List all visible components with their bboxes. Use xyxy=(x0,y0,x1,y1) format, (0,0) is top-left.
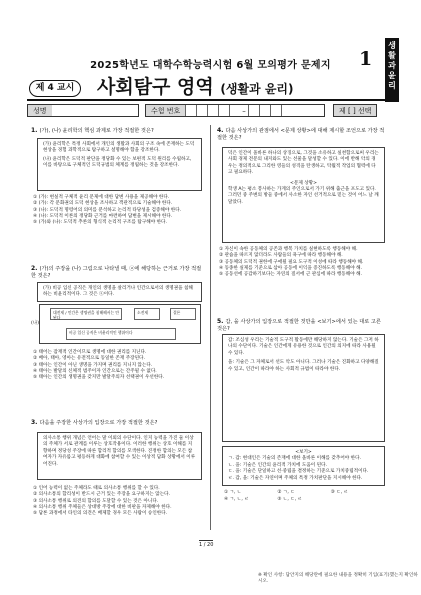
answer-option[interactable]: ① 인어 능력이 없는 주체라도 때로 의사소통 행위를 할 수 있다. xyxy=(33,486,160,491)
syllogism-diagram xyxy=(31,304,201,344)
identity-row xyxy=(27,104,389,117)
passage-na: (나) 윤리학은 도덕적 판단을 정당화 수 있는 보편적 도덕 원리를 수립하고, 이를 바탕으로 구체적인 도덕규범의 체계를 정립하는 것을 강조한다. xyxy=(43,156,192,169)
exam-title: 2025학년도 대학수학능력시험 6월 모의평가 문제지 xyxy=(90,60,331,71)
footer-note: ※ 확인 사항: 답안지의 해당란에 필요한 내용을 정확히 기입(표기)했는지 확인하시오. xyxy=(258,573,418,584)
answer-option[interactable]: ④ ㄱ, ㄴ, ㄹ xyxy=(224,497,249,502)
answer-option[interactable]: ① 태어는 잠재적 인간이므로 생명에 대한 권리를 지닌다. xyxy=(33,350,147,355)
answer-option[interactable]: ① 자신이 속한 공동체의 공존과 행복 가치를 실현하도록 행동해야 해. xyxy=(219,247,358,252)
question-1-options xyxy=(33,195,205,226)
bogi-item: ㄱ. 갑: 현대인은 기술의 존재에 대한 올바른 이해를 갖추어야 한다. xyxy=(228,456,361,462)
answer-option[interactable]: ③ (나): 도덕적 명령어의 의미를 분석하고 논리적 타당성을 검증해야 한다. xyxy=(33,207,182,213)
exam-number-label: 수험 번호 xyxy=(146,105,185,116)
diagram-major-premise: 대전제 / 인간은 생명권을 침해해서는 안 된다 xyxy=(50,308,122,320)
session-badge: 제 4 교시 xyxy=(29,80,81,97)
question-3-stem xyxy=(31,419,205,427)
question-4-options xyxy=(219,247,387,278)
bogi-item: ㄴ. 을: 기술은 인간의 윤리적 가치에 도움이 된다. xyxy=(228,462,328,468)
answer-option[interactable]: ④ (나): 도덕적 이론의 정당화 근거를 마련하여 답변을 제시해야 한다. xyxy=(33,213,173,219)
question-1-stem xyxy=(31,127,205,135)
answer-option[interactable]: ⑤ (가)와 (나): 도덕적 추론의 형식적 논리적 구조를 탐구해야 한다. xyxy=(33,220,167,226)
exam-digit-box[interactable] xyxy=(185,105,196,116)
question-number: 5. xyxy=(217,318,224,325)
diagram-minor-premise: 소전제 xyxy=(134,308,160,320)
question-number: 1. xyxy=(31,127,38,134)
bogi-item: ㄹ. 갑, 을: 기술은 자연이며 주체의 특정 가치판단을 지시해야 한다. xyxy=(228,475,363,481)
question-number: 2. xyxy=(31,265,38,272)
exam-digit-box[interactable] xyxy=(259,105,270,116)
subject-name: 사회탐구 영역 xyxy=(97,76,214,98)
page-number: 1 xyxy=(359,48,373,70)
answer-option[interactable]: ⑤ 담론 과정에서 타인의 의견은 배제할 경우 모든 사람이 승인한다. xyxy=(33,511,168,517)
diagram-label-na: (나) xyxy=(31,321,40,326)
question-text: (가), (나) 윤리학의 핵심 과제로 가장 적절한 것은? xyxy=(39,128,154,134)
diagram-bottom-box: 비공 입신 공직은 비윤리적인 행위이다 xyxy=(66,328,176,340)
exam-number-dash: – xyxy=(242,106,246,115)
answer-option[interactable]: ① ㄱ, ㄴ xyxy=(224,490,242,495)
passage-ga: (가) 비공 입신 공직은 개인의 생명을 살리거나 인간으로서의 생명권을 침해하는 비윤리적이다. 그 것은 ⓐ이다. xyxy=(43,286,193,298)
question-text: 다음 사상가의 관점에서 <문제 상황>에 대해 제시할 조언으로 가장 적절한 것은? xyxy=(217,128,385,141)
question-1-passage-box xyxy=(37,138,202,191)
name-cell xyxy=(27,104,139,117)
exam-digit-box[interactable] xyxy=(218,105,229,116)
answer-option[interactable]: ③ 의사소통 행위로 의견의 합의를 도달할 수 있는 것은 아니다. xyxy=(33,498,159,504)
question-text: 다음을 주장한 사상가의 입장으로 가장 적절한 것은? xyxy=(39,420,158,426)
subject-subtitle: (생활과 윤리) xyxy=(220,82,294,96)
passage-gap: 갑: 조심성 우리는 기술적 도구적 활동에만 해당하지 않는다. 기술은 그저 하나의 수단이다. 기술은 인간에게 유용한 것으로 인간의 의지에 따라 사용될 수 있다. xyxy=(228,338,379,356)
passage: 의사소통 행위 개념은 언어는 말 이외의 수단이다. 인지 능력을 가진 둘 이상의 주체가 서로 관계를 이루는 상호작용이다. 이러한 행위는 상호 이해를 지향하며 정당성 주장에 따른 합리적 합의를 모색한다. 진정한 합의는 모든 참여자가 자유롭고 평등하게 대화에 참여할 수 있는 이상적 담화 상황에서 이루어진다. xyxy=(43,436,196,467)
exam-digit-box[interactable] xyxy=(281,105,292,116)
subject-side-tab: 생활과 윤리 xyxy=(385,38,399,102)
question-2-passage-box xyxy=(37,282,202,302)
passage-ga: (가) 윤리학은 특정 사회에서 개인의 생활과 사회의 구조 속에 존재하는 도덕 현상을 경험 과학적으로 탐구하고 설명해야 함을 강조한다. xyxy=(43,142,195,154)
question-text: (가)의 주장을 (나) 그림으로 나타낼 때, ⓐ에 해당하는 근거로 가장 적절한 것은? xyxy=(31,266,202,279)
subject-title xyxy=(97,72,293,99)
question-3-options xyxy=(33,486,205,517)
question-2-options xyxy=(33,350,205,381)
answer-option[interactable]: ④ 태아는 발달의 신체적 범주이자 인간으로는 간주될 수 없다. xyxy=(33,368,157,374)
exam-digit-box[interactable] xyxy=(248,105,259,116)
answer-option[interactable]: ④ 의사소통 행위 주체들은 상대방 주장에 대한 비판을 자제해야 한다. xyxy=(33,504,172,510)
bogi-item: ㄷ. 을: 기술은 단일하고 선·중립을 결정하는 기준으로 가치중립적이다. xyxy=(228,469,369,475)
question-text: 갑, 을 사상가의 입장으로 적절한 것만을 <보기>에서 있는 대로 고른 것은? xyxy=(217,319,381,332)
answer-option[interactable]: ② (가): 각 문화권의 도덕 현상을 조사하고 객관적으로 기술해야 한다. xyxy=(33,201,173,207)
scenario-title: <문제 상황> xyxy=(290,180,317,186)
page-counter: 1 / 20 xyxy=(199,542,214,548)
exam-digit-box[interactable] xyxy=(196,105,207,116)
question-3-passage-box xyxy=(37,432,202,480)
question-4-passage-box xyxy=(222,147,385,243)
question-5-passage-box xyxy=(222,334,385,442)
answer-option[interactable]: ⑤ 공동선에 공감하기보다는 자연의 질서에 근 관심에 따라 행동해야 해. xyxy=(219,272,362,278)
question-number: 4. xyxy=(217,127,224,134)
exam-digit-box[interactable] xyxy=(270,105,281,116)
answer-option[interactable]: ② 관습을 따르지 않더라도 사람들의 욕구에 따라 행동해야 해. xyxy=(219,253,343,259)
bogi-box xyxy=(222,446,385,486)
question-number: 3. xyxy=(31,419,38,426)
question-5-options xyxy=(224,489,384,503)
name-field[interactable] xyxy=(52,105,138,116)
question-2-stem xyxy=(31,265,205,280)
passage-eul: 을: 기술은 그 자체로서 선도 악도 아니다. 그러나 기술은 진화하고 다양해질 수 있고, 인간이 따라야 하는 사회적 규범이 따라야 한다. xyxy=(228,360,379,372)
answer-option[interactable]: ④ 동종한 실제를 기준으로 삼아 공동에 이익을 증진하도록 행동해야 해. xyxy=(219,265,362,271)
name-label: 성명 xyxy=(28,105,52,116)
bogi-title: <보기> xyxy=(295,450,312,455)
answer-option[interactable]: ① (가): 현실적 구체적 윤리 문제에 대한 답변 사용을 제공해야 한다. xyxy=(33,195,170,200)
answer-option[interactable]: ② 배아, 태아, 영아는 유전적으로 동일한 존재 주장된다. xyxy=(33,356,145,362)
header-rule xyxy=(27,99,389,101)
choice-selector[interactable]: 제 [ ] 선택 xyxy=(333,104,377,117)
answer-option[interactable]: ③ 공동체의 도덕적 권한에 구애될 필요 도구적 이성에 따라 행동해야 해. xyxy=(219,259,364,265)
exam-digit-box[interactable] xyxy=(229,105,240,116)
scenario-text: 학생 A는 평소 봉사하는 가게의 주인으로서 가기 위해 출근을 포도고 있다. 그러던 중 주변의 방들 중에서 사소한 자인 선거적으로 믿는 것이 어느 날 깨달았다. xyxy=(228,187,379,205)
exam-digit-box[interactable] xyxy=(207,105,218,116)
answer-option[interactable]: ② 의사소통의 합리성이 반드시 근거 있는 주장을 요구하지는 않는다. xyxy=(33,492,171,498)
exam-number-cell xyxy=(145,104,325,117)
answer-option[interactable]: ⑤ ㄴ, ㄷ, ㄹ xyxy=(277,497,303,502)
question-5-stem xyxy=(217,318,387,333)
question-4-stem xyxy=(217,127,387,142)
answer-option[interactable]: ⑤ 태아는 인간의 생명권을 갖지만 발달주의자 선택권이 우선한다. xyxy=(33,375,165,381)
answer-option[interactable]: ② ㄱ, ㄷ xyxy=(277,490,295,495)
answer-option[interactable]: ③ ㄷ, ㄹ xyxy=(330,490,349,495)
diagram-conclusion: 결론 xyxy=(170,308,196,320)
answer-option[interactable]: ③ 태아는 인간이 아닌 생명을 가지며 권리를 지니지 않는다. xyxy=(33,362,153,368)
column-divider xyxy=(210,125,211,530)
passage: 덕은 인간이 올바른 하나의 상징으로, 그것을 소유하고 실천함으로써 우리는 사회 경제 전문의 내지와도 있는 선물을 달성할 수 있다. 이에 반해 악의 경우는 정의적으로 그리한 영들의 성격을 탄생하고, 탁월적 작업의 협력에 다고 필요하다. xyxy=(228,151,379,176)
